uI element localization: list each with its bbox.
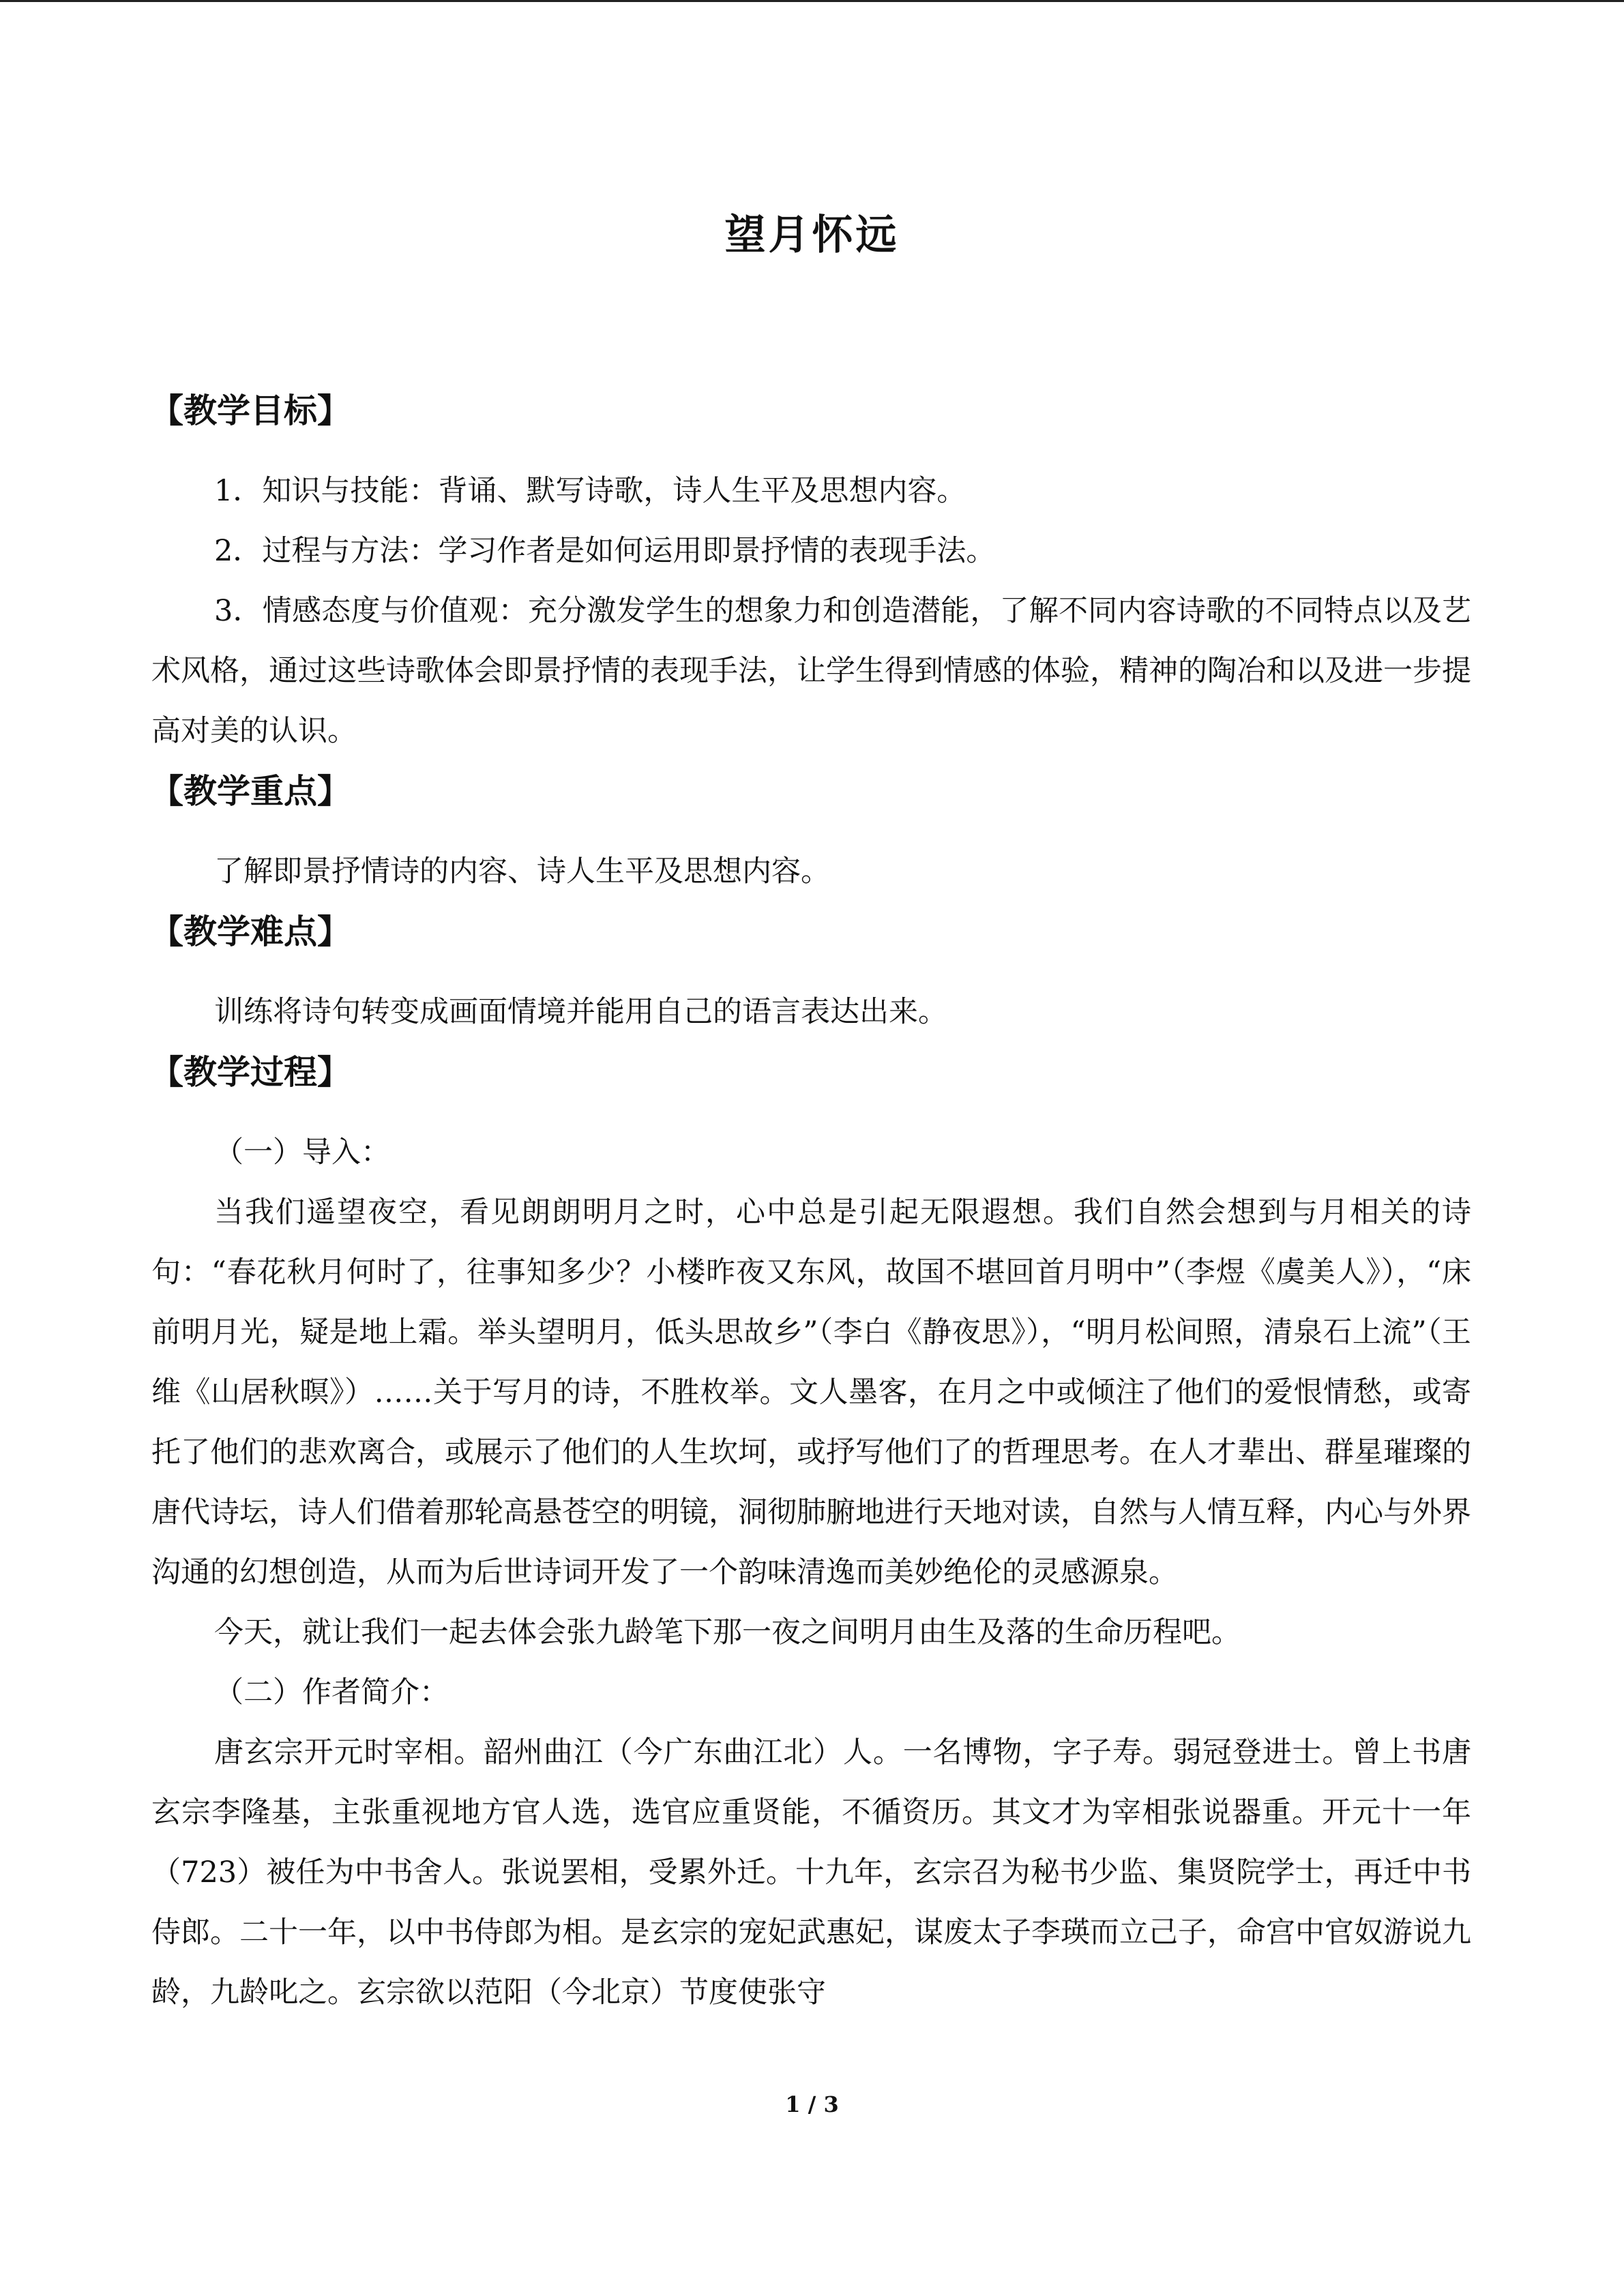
- document-body: [151, 382, 1471, 2023]
- page-title: 望月怀远: [724, 211, 900, 259]
- page-number: 1 / 3: [785, 2091, 839, 2117]
- top-border-line: [0, 0, 1624, 2]
- section-heading-objectives: 【教学目标】: [150, 391, 351, 430]
- intro-paragraph-2: 今天，就让我们一起去体会张九龄笔下那一夜之间明月由生及落的生命历程吧。: [214, 1615, 1241, 1650]
- intro-label: （一）导入：: [214, 1135, 390, 1169]
- objective-item-2: 2．过程与方法：学习作者是如何运用即景抒情的表现手法。: [214, 534, 996, 568]
- objective-item-3: 3．情感态度与价值观：充分激发学生的想象力和创造潜能，了解不同内容诗歌的不同特点以及艺术风格，通过这些诗歌体会即景抒情的表现手法，让学生得到情感的体验，精神的陶冶和以及进一步提高对美的认识。: [151, 594, 1471, 748]
- key-points-text: 了解即景抒情诗的内容、诗人生平及思想内容。: [214, 854, 830, 889]
- author-paragraph-1: 唐玄宗开元时宰相。韶州曲江（今广东曲江北）人。一名博物，字子寿。弱冠登进士。曾上书唐玄宗李隆基，主张重视地方官人选，选官应重贤能，不循资历。其文才为宰相张说器重。开元十一年（723）被任为中书舍人。张说罢相，受累外迁。十九年，玄宗召为秘书少监、集贤院学士，再迁中书侍郎。二十一年，以中书侍郎为相。是玄宗的宠妃武惠妃，谋废太子李瑛而立己子，命宫中官奴游说九龄，九龄叱之。玄宗欲以范阳（今北京）节度使张守: [151, 1735, 1471, 2010]
- difficulties-text: 训练将诗句转变成画面情境并能用自己的语言表达出来。: [214, 995, 947, 1029]
- section-heading-process: 【教学过程】: [150, 1053, 351, 1092]
- author-label: （二）作者简介：: [214, 1675, 449, 1710]
- intro-paragraph-1: 当我们遥望夜空，看见朗朗明月之时，心中总是引起无限遐想。我们自然会想到与月相关的诗句：“春花秋月何时了，往事知多少？小楼昨夜又东风，故国不堪回首月明中”（李煜《虞美人》），“床前明月光，疑是地上霜。举头望明月，低头思故乡”（李白《静夜思》），“明月松间照，清泉石上流”（王维《山居秋暝》）……关于写月的诗，不胜枚举。文人墨客，在月之中或倾注了他们的爱恨情愁，或寄托了他们的悲欢离合，或展示了他们的人生坎坷，或抒写他们了的哲理思考。在人才辈出、群星璀璨的唐代诗坛，诗人们借着那轮高悬苍空的明镜，洞彻肺腑地进行天地对读，自然与人情互释，内心与外界沟通的幻想创造，从而为后世诗词开发了一个韵味清逸而美妙绝伦的灵感源泉。: [151, 1195, 1471, 1590]
- section-heading-difficulties: 【教学难点】: [150, 912, 351, 951]
- objective-item-1: 1．知识与技能：背诵、默写诗歌，诗人生平及思想内容。: [214, 474, 966, 508]
- section-heading-key-points: 【教学重点】: [150, 772, 351, 811]
